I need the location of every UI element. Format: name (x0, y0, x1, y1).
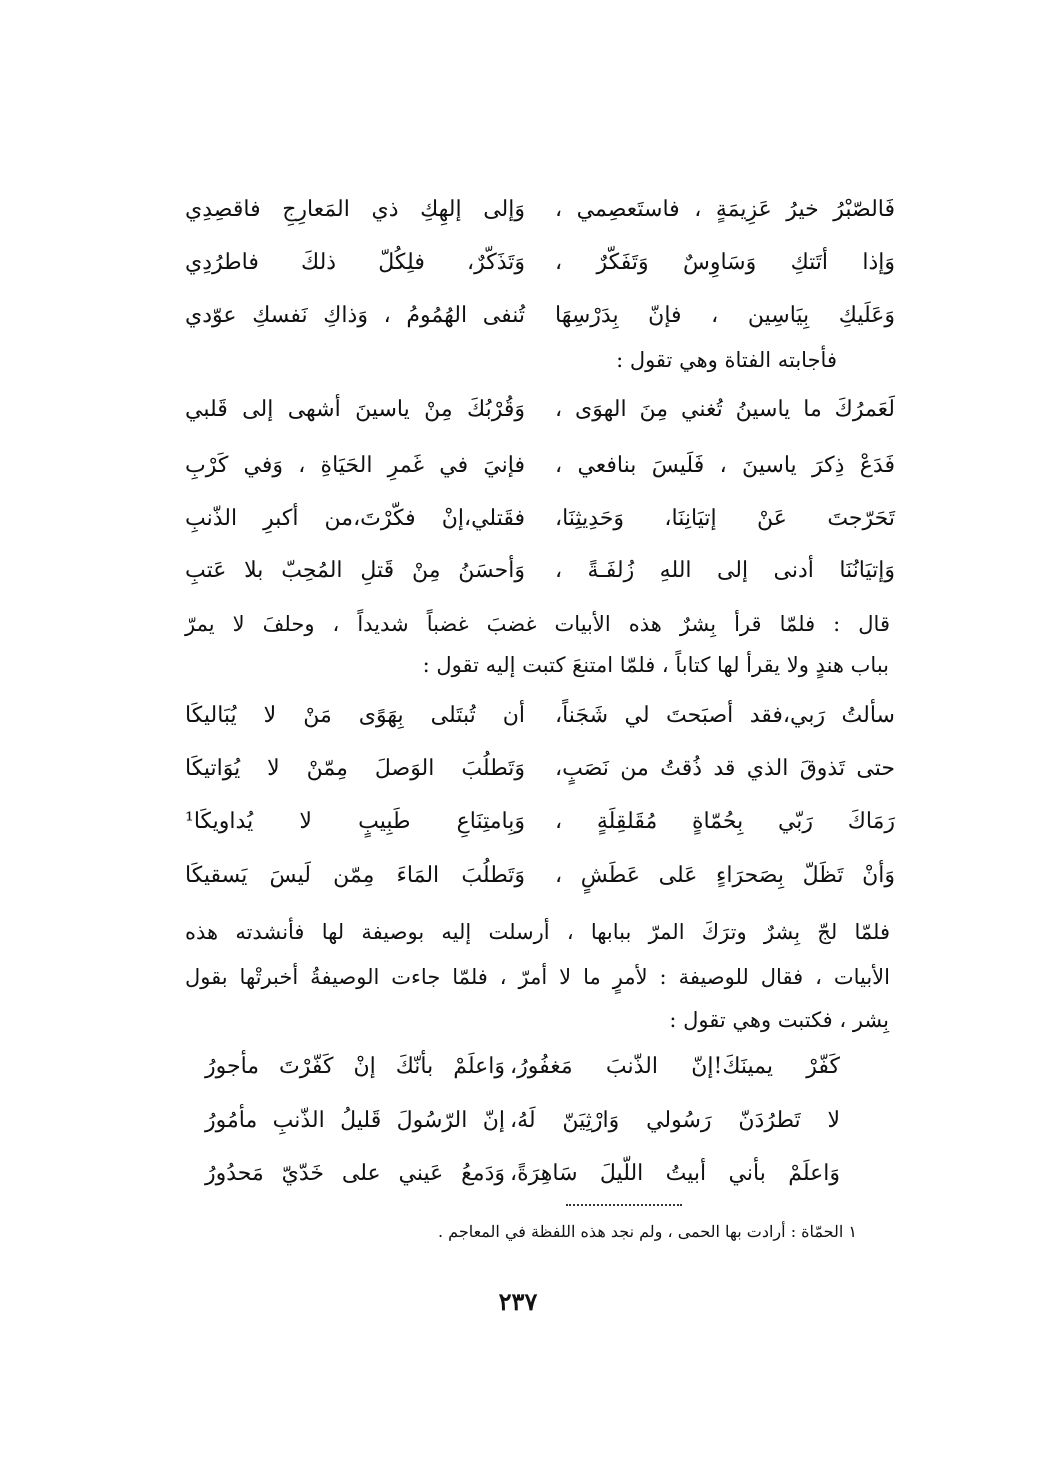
verse-hemistich-first: وَإذا أتَتكِ وَسَاوِسٌ وَتَفَكّرٌ ، (555, 250, 895, 275)
verse-hemistich-second: فقَتلي،إنْ فكّرْتَ،من أكبرِ الذّنبِ (185, 506, 525, 531)
verse-hemistich-first: وَاعلَمْ بأني أبيتُ اللّيلَ سَاهِرَةً، (510, 1161, 840, 1186)
verse-line (205, 1101, 840, 1141)
paragraph-line: بِشر ، فكتبت وهي تقول : (669, 1008, 889, 1032)
paragraph-line: فلمّا لجّ بِشرٌ وترَكَ المرّ ببابها ، أرسلت إليه بوصيفة لها فأنشدته هذه (185, 920, 890, 944)
verse-hemistich-second: وَأحسَنُ مِنْ قَتلِ المُحِبّ بلا عَتبِ (185, 558, 525, 583)
verse-hemistich-first: فَالصّبْرُ خيرُ عَزِيمَةٍ ، فاستَعصِمي ، (555, 197, 895, 222)
footnote-divider (566, 1204, 682, 1206)
verse-hemistich-first: فَدَعْ ذِكرَ ياسينَ ، فَلَيسَ بنافعي ، (555, 453, 895, 478)
verse-line (185, 499, 895, 539)
verse-hemistich-second: وَتَذَكّرٌ، فلِكُلّ ذلكَ فاطرُدِي (185, 250, 525, 275)
verse-hemistich-first: حتى تَذوقَ الذي قد ذُقتُ من نَصَبٍ، (555, 756, 895, 781)
verse-hemistich-second: إنّ الرّسُولَ قَليلُ الذّنبِ مأمُورُ (205, 1108, 505, 1133)
verse-hemistich-second: وَتَطلُبَ الوَصلَ مِمّنْ لا يُوَاتيكَا (185, 756, 525, 781)
verse-line (185, 243, 895, 283)
verse-line (185, 446, 895, 486)
verse-hemistich-first: تَحَرّجتَ عَنْ إتيَانِنَا، وَحَدِيثِنَا، (555, 506, 895, 531)
page-number: ٢٣٧ (498, 1287, 538, 1316)
verse-line (185, 749, 895, 789)
paragraph-line: قال : فلمّا قرأ بِشرٌ هذه الأبيات غضبَ غضباً شديداً ، وحلفَ لا يمرّ (185, 612, 890, 636)
verse-line (185, 696, 895, 736)
verse-line (185, 390, 895, 430)
verse-hemistich-second: فإنيَ في غَمرِ الحَيَاةِ ، وَفي كَرْبِ (185, 453, 525, 478)
verse-hemistich-first: لَعَمرُكَ ما ياسينُ تُغني مِنَ الهوَى ، (555, 397, 895, 422)
verse-line (185, 856, 895, 896)
verse-hemistich-second: أن تُبتَلى بِهَوًى مَنْ لا يُبَاليكَا (185, 703, 525, 728)
footnote: ١ الحمّاة : أرادت بها الحمى ، ولم نجد هذه اللفظة في المعاجم . (438, 1222, 857, 1241)
verse-hemistich-second: وَدَمعُ عَيني على خَدّيّ مَحدُورُ (205, 1161, 505, 1186)
verse-hemistich-first: رَمَاكَ رَبّي بِحُمّاةٍ مُقَلقِلَةٍ ، (555, 809, 895, 834)
verse-hemistich-second: تُنفى الهُمُومُ ، وَذاكِ نَفسكِ عوّدي (185, 303, 525, 328)
verse-line (185, 296, 895, 336)
verse-hemistich-first: وَأنْ تَظَلّ بِصَحرَاءٍ عَلى عَطَشٍ ، (555, 863, 895, 888)
verse-hemistich-second: وَاعلَمْ بأنّكَ إنْ كَفّرْتَ مأجورُ (205, 1054, 505, 1079)
verse-hemistich-first: لا تَطرُدَنّ رَسُولي وَارْثِيَنّ لَهُ، (510, 1108, 840, 1133)
verse-hemistich-second: وَقُرْبُكَ مِنْ ياسينَ أشهى إلى قَلبي (185, 397, 525, 422)
paragraph-line: بباب هندٍ ولا يقرأ لها كتاباً ، فلمّا امتنعَ كتبت إليه تقول : (422, 653, 889, 677)
verse-hemistich-first: سألتُ رَبي،فقد أصبَحتَ لي شَجَناً، (555, 703, 895, 728)
verse-hemistich-first: كَفّرْ يمينَكَ!إنّ الذّنبَ مَغفُورُ، (510, 1054, 840, 1079)
paragraph-line: الأبيات ، فقال للوصيفة : لأمرٍ ما لا أمرّ ، فلمّا جاءت الوصيفةُ أخبرتْها بقول (185, 965, 890, 989)
verse-hemistich-first: وَعَلَيكِ بِيَاسِين ، فإنّ بِدَرْسِهَا (555, 303, 895, 328)
verse-line (185, 190, 895, 230)
verse-hemistich-second: وَبِامتِنَاعِ طَبِيبٍ لا يُداويكَا¹ (185, 809, 525, 834)
verse-line (185, 551, 895, 591)
intro-line: فأجابته الفتاة وهي تقول : (616, 348, 837, 372)
verse-line (205, 1047, 840, 1087)
verse-hemistich-second: وَإلى إلهِكِ ذي المَعارِجِ فاقصِدِي (185, 197, 525, 222)
verse-hemistich-second: وَتَطلُبَ المَاءَ مِمّن لَيسَ يَسقيكَا (185, 863, 525, 888)
verse-hemistich-first: وَإتيَانُنَا أدنى إلى اللهِ زُلفَـةً ، (555, 558, 895, 583)
verse-line (185, 802, 895, 842)
verse-line (205, 1154, 840, 1194)
